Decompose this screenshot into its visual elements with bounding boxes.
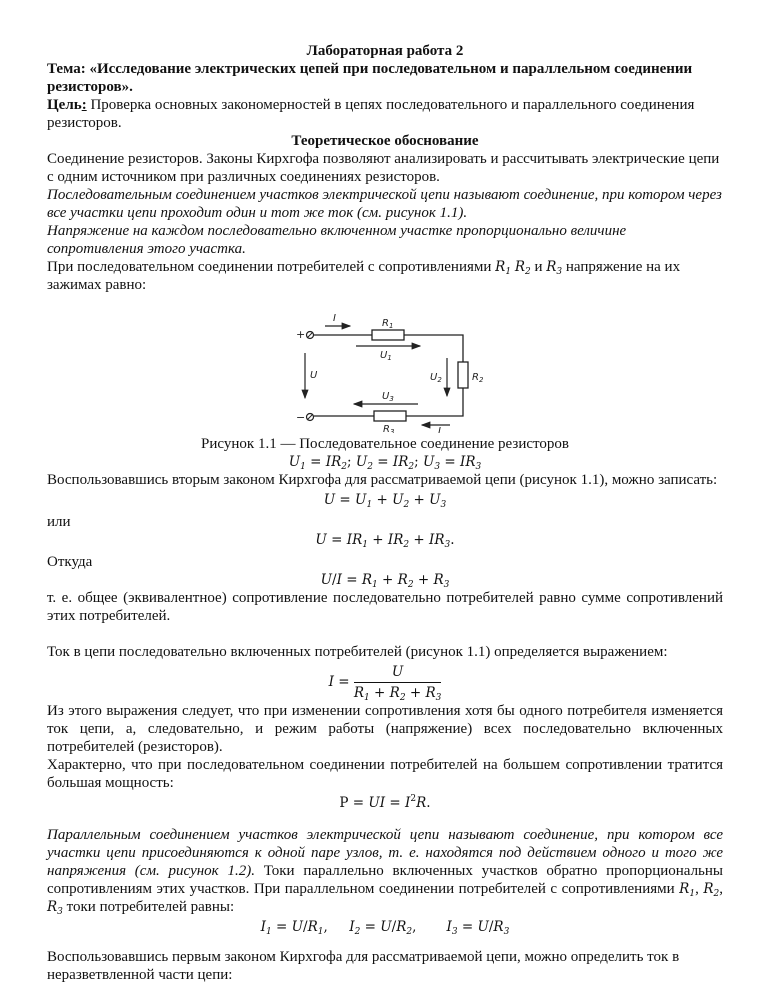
goal xyxy=(47,96,723,132)
goal-colon: : xyxy=(81,97,87,113)
fraction xyxy=(354,663,442,702)
topic-label: Тема: xyxy=(47,61,86,77)
u-label: U xyxy=(310,370,318,381)
text: Токи параллельно включенных участков обратно пропорциональны сопротивлениям этих участков. При параллельном соединении потребителей с сопротивлениями xyxy=(47,863,724,897)
equation-partial-voltages: $U_1 = IR_2$; $U_2 = IR_2$; $U_3 = IR_3$ xyxy=(288,454,482,472)
goal-text: Проверка основных закономерностей в цепях последовательного и параллельного соединения резисторов. xyxy=(47,97,695,131)
paragraph-current-change: Из этого выражения следует, что при изменении сопротивления хотя бы одного потребителя изменяется ток цепи, а, следовательно, и режим работы (напряжение) всех последовательно включенных потребителей (резисторов). xyxy=(47,703,723,755)
u3-label: $U_3$ xyxy=(382,391,394,403)
math-r1: $R_1$ xyxy=(495,259,512,277)
r2-label: $R_2$ xyxy=(472,372,484,384)
topic xyxy=(47,60,723,96)
topic-text: «Исследование электрических цепей при последовательном и параллельном соединении резисторов». xyxy=(47,61,693,95)
math-r2: $R_2$ xyxy=(514,259,531,277)
current-label-bottom: I xyxy=(438,426,441,433)
plus-terminal-label: + xyxy=(296,328,306,341)
paragraph-equivalent-resistance: т. е. общее (эквивалентное) сопротивление последовательно потребителей равно сумме сопротивлений этих потребителей. xyxy=(47,590,723,624)
minus-terminal-label: − xyxy=(296,411,306,424)
paragraph-series-resistances xyxy=(47,258,723,294)
equation-voltage-ir: $U = IR_1 + IR_2 + IR_3$. xyxy=(315,532,455,550)
paragraph-series-definition: Последовательным соединением участков электрической цепи называют соединение, при котором через все участки цепи проходит один и тот же ток (см. рисунок 1.1). xyxy=(47,187,722,221)
section-title: Теоретическое обоснование xyxy=(291,133,479,149)
r3-label: $R_3$ xyxy=(383,424,395,433)
series-circuit-diagram xyxy=(270,308,500,433)
figure-series-circuit xyxy=(47,308,723,435)
text-italic: Параллельным соединением участков электрической цепи называют соединение, при котором все участки цепи присоединяются к одной паре узлов, т. е. находятся под действием одного и того же напряжения (см. рисунок 1.2). xyxy=(47,827,723,879)
figure-caption: Рисунок 1.1 — Последовательное соединение резисторов xyxy=(201,436,569,452)
resistor-r2 xyxy=(458,362,468,388)
resistor-r3 xyxy=(374,411,406,421)
text: При последовательном соединении потребителей с сопротивлениями xyxy=(47,259,496,275)
math-r2: $R_2$ xyxy=(703,881,720,899)
equation-resistance-sum: $U/I = R_1 + R_2 + R_3$ xyxy=(320,572,450,590)
denominator: $R_1 + R_2 + R_3$ xyxy=(353,685,442,703)
r1-label: $R_1$ xyxy=(382,318,394,330)
text: и xyxy=(530,259,547,275)
word-or: или xyxy=(47,514,71,530)
paragraph-kirchhoff-second: Воспользовавшись вторым законом Кирхгофа для рассматриваемой цепи (рисунок 1.1), можно записать: xyxy=(47,472,718,488)
lab-title: Лабораторная работа 2 xyxy=(306,43,464,59)
paragraph-current-expression: Ток в цепи последовательно включенных потребителей (рисунок 1.1) определяется выражением: xyxy=(47,644,668,660)
current-label-top: I xyxy=(333,313,336,324)
paragraph-power-note: Характерно, что при последовательном соединении потребителей на большем сопротивлении тратится большая мощность: xyxy=(47,757,723,791)
text: токи потребителей равны: xyxy=(62,899,235,915)
numerator: U xyxy=(354,663,442,683)
equation-voltage-sum: $U = U_1 + U_2 + U_3$ xyxy=(323,492,447,510)
equation-power: P = UI = $I^2R$. xyxy=(339,794,431,811)
equation-current-fraction: I = $\frac{U}{R_1 + R_2 + R_3}$ xyxy=(328,664,442,703)
paragraph-intro: Соединение резисторов. Законы Кирхгофа позволяют анализировать и рассчитывать электрические цепи с одним источником при различных соединениях резисторов. xyxy=(47,151,720,185)
math-r1: $R_1$ xyxy=(679,881,696,899)
resistor-r1 xyxy=(372,330,404,340)
u2-label: $U_2$ xyxy=(430,372,442,384)
math-r3: $R_3$ xyxy=(47,899,63,917)
paragraph-voltage-proportional: Напряжение на каждом последовательно включенном участке пропорционально величине сопротивления этого участка. xyxy=(47,223,627,257)
paragraph-kirchhoff-first: Воспользовавшись первым законом Кирхгофа для рассматриваемой цепи, можно определить ток в неразветвленной части цепи: xyxy=(47,949,680,983)
word-whence: Откуда xyxy=(47,554,93,570)
text: напряжение на их зажимах равно: xyxy=(47,259,681,293)
math-r3: $R_3$ xyxy=(546,259,563,277)
u1-label: $U_1$ xyxy=(380,350,392,362)
goal-label: Цель xyxy=(47,97,82,113)
document-page xyxy=(47,42,723,984)
equation-parallel-currents: $I_1 = U/R_1$, $I_2 = U/R_2$, $I_3 = U/R_3$ xyxy=(260,919,510,937)
paragraph-parallel-definition: Параллельным соединением участков электрической цепи называют соединение, при котором все участки цепи присоединяются к одной паре узлов, т. е. находятся под действием одного и того же напряжения (см. рисунок 1.2). Токи параллельно включенных участков обратно пропорциональны сопротивлениям этих участков. При параллельном соединении потребителей с сопротивлениями $R_1$, $R_2$, $R_3$ токи потребителей равны: xyxy=(47,827,724,917)
